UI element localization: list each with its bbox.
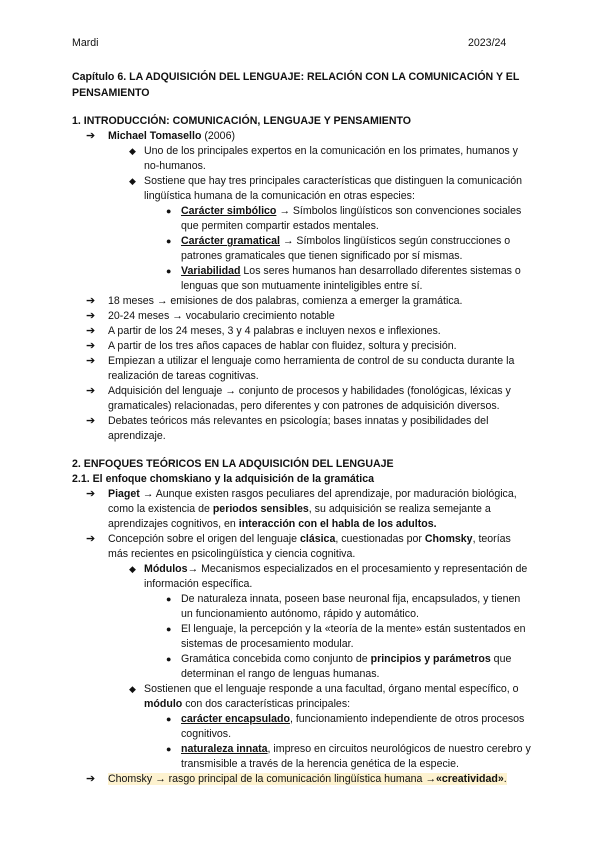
list-item-highlighted xyxy=(72,772,532,787)
emphasis: periodos sensibles xyxy=(212,503,309,515)
arrow-bullet-icon: ➔ xyxy=(86,130,96,142)
list-text: Sostienen que el lenguaje responde a una facultad, órgano mental específico, o xyxy=(144,683,519,695)
arrow-bullet-icon: ➔ xyxy=(86,295,96,307)
list-text: 20-24 meses → vocabulario crecimiento notable xyxy=(108,310,335,322)
term: carácter encapsulado xyxy=(181,713,290,725)
list-item xyxy=(72,592,532,622)
emphasis: clásica xyxy=(300,533,336,545)
emphasis: principios y parámetros xyxy=(370,653,491,665)
dot-bullet-icon: ● xyxy=(166,206,172,216)
arrow-bullet-icon: ➔ xyxy=(86,415,96,427)
list-text: A partir de los tres años capaces de hablar con fluidez, soltura y precisión. xyxy=(108,340,457,352)
term: Módulos xyxy=(144,563,188,575)
list-item xyxy=(72,562,532,592)
list-text: → Símbolos lingüísticos según construcciones o patrones gramaticales que tienen significado por sí mismas. xyxy=(181,235,511,262)
term: Variabilidad xyxy=(181,265,241,277)
list-text: Gramática concebida como conjunto de xyxy=(181,653,371,665)
term: Carácter gramatical xyxy=(181,235,280,247)
list-text: Debates teóricos más relevantes en psicología; bases innatas y posibilidades del aprendizaje. xyxy=(108,415,489,442)
list-text: , impreso en circuitos neurológicos de nuestro cerebro y transmisible a través de la herencia genética de la especie. xyxy=(181,743,531,770)
list-text: 18 meses → emisiones de dos palabras, comienza a emerger la gramática. xyxy=(108,295,463,307)
header-author: Mardi xyxy=(72,37,99,49)
emphasis: Chomsky xyxy=(424,533,473,545)
arrow-bullet-icon: ➔ xyxy=(86,385,96,397)
arrow-bullet-icon: ➔ xyxy=(86,773,96,785)
list-text: Empiezan a utilizar el lenguaje como herramienta de control de su conducta durante la realización de tareas cognitivas. xyxy=(108,355,515,382)
list-item xyxy=(72,324,532,339)
list-item xyxy=(72,144,532,174)
list-item xyxy=(72,622,532,652)
chapter-title: Capítulo 6. LA ADQUISICIÓN DEL LENGUAJE: RELACIÓN CON LA COMUNICACIÓN Y EL PENSAMIENTO xyxy=(72,71,520,99)
emphasis: interacción con el habla de los adultos. xyxy=(238,518,437,530)
dot-bullet-icon: ● xyxy=(166,744,172,754)
list-text: Adquisición del lenguaje → conjunto de procesos y habilidades (fonológicas, léxicas y gramaticales) relacionadas, pero diferentes y con patrones de adquisición diversos. xyxy=(108,385,511,412)
dot-bullet-icon: ● xyxy=(166,236,172,246)
author-name: Piaget xyxy=(108,488,140,500)
list-item xyxy=(72,309,532,324)
list-text: Concepción sobre el origen del lenguaje xyxy=(108,533,300,545)
list-item xyxy=(72,652,532,682)
list-text: → Mecanismos especializados en el procesamiento y representación de información específica. xyxy=(144,563,528,590)
list-item xyxy=(72,384,532,414)
dot-bullet-icon: ● xyxy=(166,714,172,724)
list-item xyxy=(72,414,532,444)
list-text: → Símbolos lingüísticos son convenciones sociales que permiten compartir estados mentales. xyxy=(181,205,522,232)
list-item xyxy=(72,129,532,144)
list-text: que determinan el rango de lenguas humanas. xyxy=(181,653,512,680)
subsection-heading: 2.1. El enfoque chomskiano y la adquisición de la gramática xyxy=(72,473,375,485)
list-text: , funcionamiento independiente de otros procesos cognitivos. xyxy=(181,713,525,740)
emphasis: módulo xyxy=(144,698,183,710)
diamond-bullet-icon: ◆ xyxy=(129,564,136,574)
list-item xyxy=(72,487,532,532)
dot-bullet-icon: ● xyxy=(166,654,172,664)
dot-bullet-icon: ● xyxy=(166,624,172,634)
arrow-bullet-icon: ➔ xyxy=(86,310,96,322)
list-item xyxy=(72,234,532,264)
list-item xyxy=(72,339,532,354)
list-item xyxy=(72,294,532,309)
dot-bullet-icon: ● xyxy=(166,266,172,276)
arrow-bullet-icon: ➔ xyxy=(86,325,96,337)
section-2-heading: 2. ENFOQUES TEÓRICOS EN LA ADQUISICIÓN DEL LENGUAJE xyxy=(72,458,394,470)
term: naturaleza innata xyxy=(181,743,268,755)
arrow-bullet-icon: ➔ xyxy=(86,355,96,367)
list-text: . xyxy=(503,773,507,785)
list-text: A partir de los 24 meses, 3 y 4 palabras e incluyen nexos e inflexiones. xyxy=(108,325,441,337)
list-text: , cuestionadas por xyxy=(335,533,425,545)
diamond-bullet-icon: ◆ xyxy=(129,146,136,156)
header-year: 2023/24 xyxy=(468,37,507,49)
list-text: Sostiene que hay tres principales características que distinguen la comunicación lingüística humana de la comunicación en otras especies: xyxy=(144,175,523,202)
list-item xyxy=(72,264,532,294)
arrow-bullet-icon: ➔ xyxy=(86,488,96,500)
list-item xyxy=(72,204,532,234)
list-item xyxy=(72,174,532,204)
emphasis: «creatividad» xyxy=(435,773,504,785)
arrow-bullet-icon: ➔ xyxy=(86,340,96,352)
list-text: , su adquisición se realiza semejante a aprendizajes cognitivos, en xyxy=(108,503,491,530)
section-1-heading: 1. INTRODUCCIÓN: COMUNICACIÓN, LENGUAJE Y PENSAMIENTO xyxy=(72,115,412,127)
author-name: Michael Tomasello xyxy=(108,130,202,142)
list-item xyxy=(72,742,532,772)
list-text: Uno de los principales expertos en la comunicación en los primates, humanos y no-humanos. xyxy=(144,145,518,172)
list-item xyxy=(72,682,532,712)
list-text: , teorías más recientes en psicolingüística y ciencia cognitiva. xyxy=(108,533,511,560)
list-item xyxy=(72,532,532,562)
list-text: De naturaleza innata, poseen base neuronal fija, encapsulados, y tienen un funcionamiento autónomo, rápido y automático. xyxy=(181,593,521,620)
list-text: con dos características principales: xyxy=(182,698,351,710)
list-text: Chomsky → rasgo principal de la comunicación lingüística humana → xyxy=(108,773,436,785)
author-year: (2006) xyxy=(201,130,235,142)
arrow-bullet-icon: ➔ xyxy=(86,533,96,545)
list-item xyxy=(72,712,532,742)
term: Carácter simbólico xyxy=(181,205,277,217)
diamond-bullet-icon: ◆ xyxy=(129,176,136,186)
list-text: Los seres humanos han desarrollado diferentes sistemas o lenguas que son mutuamente ininteligibles entre sí. xyxy=(181,265,521,292)
diamond-bullet-icon: ◆ xyxy=(129,684,136,694)
document-body xyxy=(72,69,532,787)
list-item xyxy=(72,354,532,384)
list-text: El lenguaje, la percepción y la «teoría de la mente» están sustentados en sistemas de procesamiento modular. xyxy=(181,623,526,650)
list-text: → Aunque existen rasgos peculiares del aprendizaje, por maduración biológica, como la existencia de xyxy=(108,488,517,515)
dot-bullet-icon: ● xyxy=(166,594,172,604)
